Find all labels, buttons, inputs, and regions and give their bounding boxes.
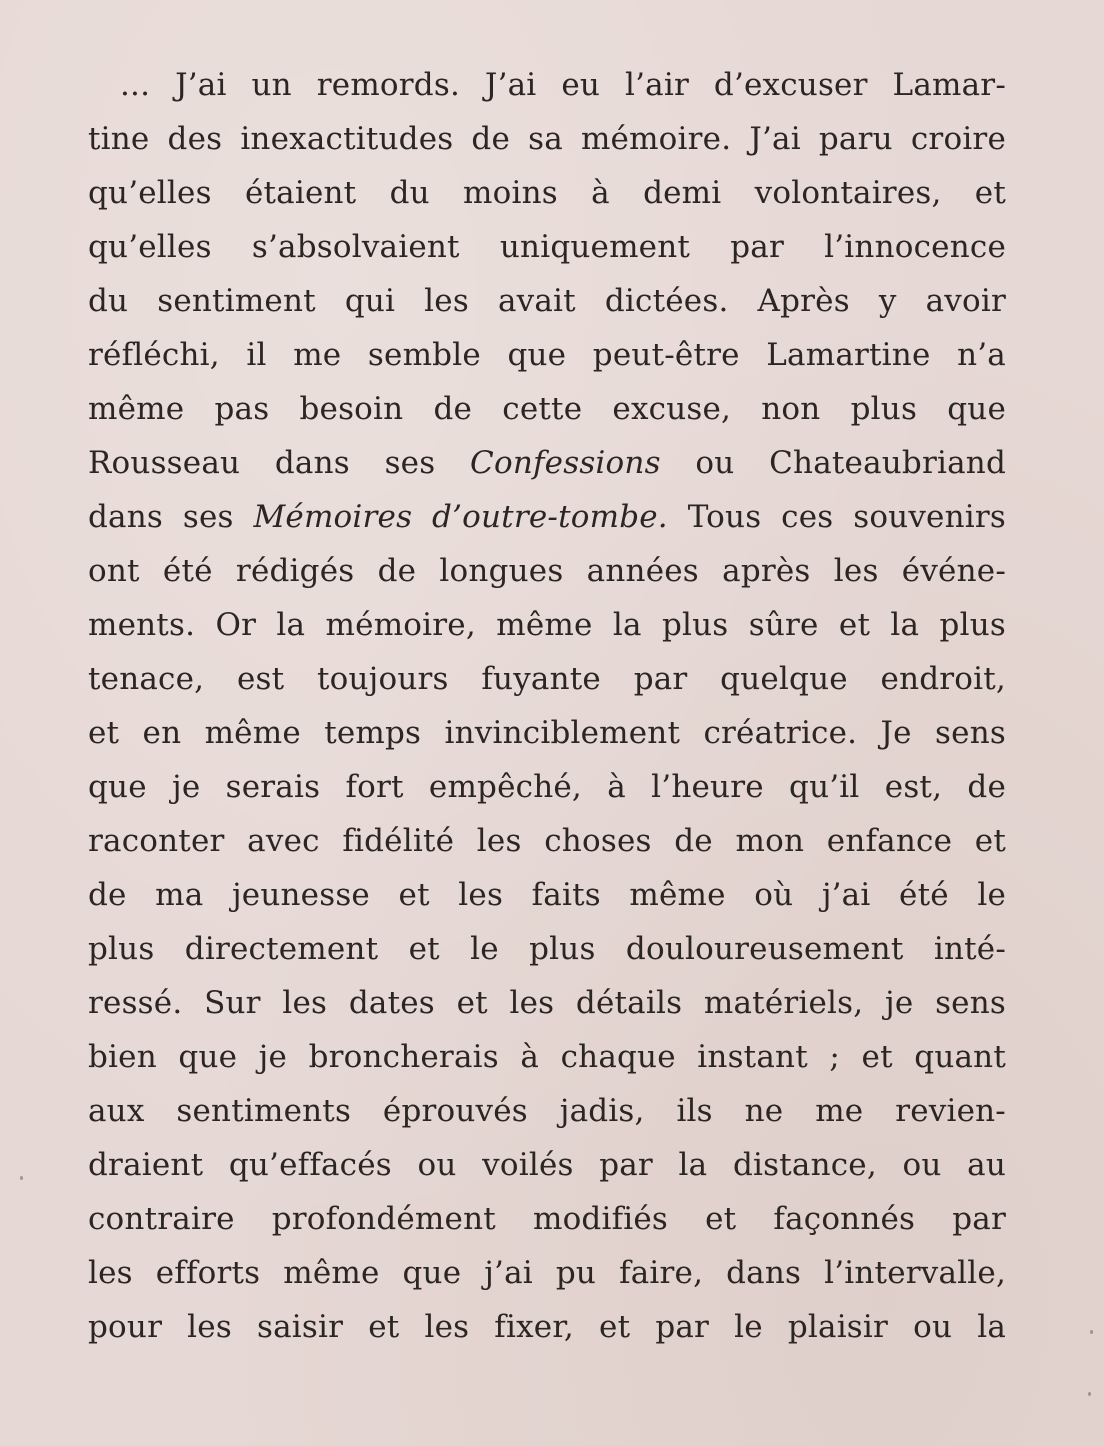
text-segment: les efforts même que j’ai pu faire, dans l’intervalle, — [88, 1255, 1006, 1291]
text-line — [88, 922, 1006, 976]
paper-speck — [1088, 1392, 1091, 1396]
text-segment: ont été rédigés de longues années après les événe- — [88, 553, 1006, 589]
text-segment: qu’elles étaient du moins à demi volontaires, et — [88, 175, 1006, 211]
text-line — [88, 328, 1006, 382]
text-segment: aux sentiments éprouvés jadis, ils ne me revien- — [88, 1093, 1006, 1129]
text-segment: qu’elles s’absolvaient uniquement par l’innocence — [88, 229, 1006, 265]
text-line — [88, 706, 1006, 760]
text-segment: tenace, est toujours fuyante par quelque endroit, — [88, 661, 1006, 697]
text-line — [88, 1138, 1006, 1192]
text-line — [88, 868, 1006, 922]
text-line — [88, 1030, 1006, 1084]
text-line — [88, 1084, 1006, 1138]
text-line — [88, 1192, 1006, 1246]
text-segment: dans ses — [88, 499, 254, 535]
text-line — [88, 1246, 1006, 1300]
text-line — [88, 598, 1006, 652]
text-segment: pour les saisir et les fixer, et par le plaisir ou la — [88, 1309, 1006, 1345]
text-segment: réfléchi, il me semble que peut-être Lamartine n’a — [88, 337, 1006, 373]
text-line — [88, 1300, 1006, 1354]
text-segment: raconter avec fidélité les choses de mon enfance et — [88, 823, 1006, 859]
text-segment: plus directement et le plus douloureusement inté- — [88, 931, 1006, 967]
text-segment: contraire profondément modifiés et façonnés par — [88, 1201, 1006, 1237]
text-segment: de ma jeunesse et les faits même où j’ai été le — [88, 877, 1006, 913]
paper-speck — [1090, 1330, 1093, 1334]
text-line — [88, 274, 1006, 328]
text-segment: ressé. Sur les dates et les détails matériels, je sens — [88, 985, 1006, 1021]
paper-speck — [20, 1176, 23, 1180]
text-segment: ... J’ai un remords. J’ai eu l’air d’excuser Lamar- — [120, 67, 1006, 103]
text-segment: bien que je broncherais à chaque instant ; et quant — [88, 1039, 1006, 1075]
text-line — [88, 166, 1006, 220]
text-line — [88, 760, 1006, 814]
text-line — [88, 490, 1006, 544]
text-segment: tine des inexactitudes de sa mémoire. J’ai paru croire — [88, 121, 1006, 157]
text-segment: même pas besoin de cette excuse, non plus que — [88, 391, 1006, 427]
text-segment: et en même temps invinciblement créatrice. Je sens — [88, 715, 1006, 751]
text-line — [88, 220, 1006, 274]
text-segment: du sentiment qui les avait dictées. Après y avoir — [88, 283, 1006, 319]
text-segment: draient qu’effacés ou voilés par la distance, ou au — [88, 1147, 1006, 1183]
text-line — [88, 544, 1006, 598]
text-line — [88, 814, 1006, 868]
text-line — [88, 976, 1006, 1030]
text-segment: ou Chateaubriand — [660, 445, 1006, 481]
text-line — [88, 382, 1006, 436]
text-line — [88, 652, 1006, 706]
text-segment: Rousseau dans ses — [88, 445, 471, 481]
text-line — [88, 436, 1006, 490]
text-segment: que je serais fort empêché, à l’heure qu’il est, de — [88, 769, 1006, 805]
text-line — [88, 58, 1006, 112]
italic-title-text: Confessions — [470, 445, 661, 481]
page-text — [88, 58, 1006, 1354]
text-segment: ments. Or la mémoire, même la plus sûre et la plus — [88, 607, 1006, 643]
text-line — [88, 112, 1006, 166]
text-segment: Tous ces souvenirs — [667, 499, 1007, 535]
italic-title-text: Mémoires d’outre-tombe. — [253, 499, 668, 535]
